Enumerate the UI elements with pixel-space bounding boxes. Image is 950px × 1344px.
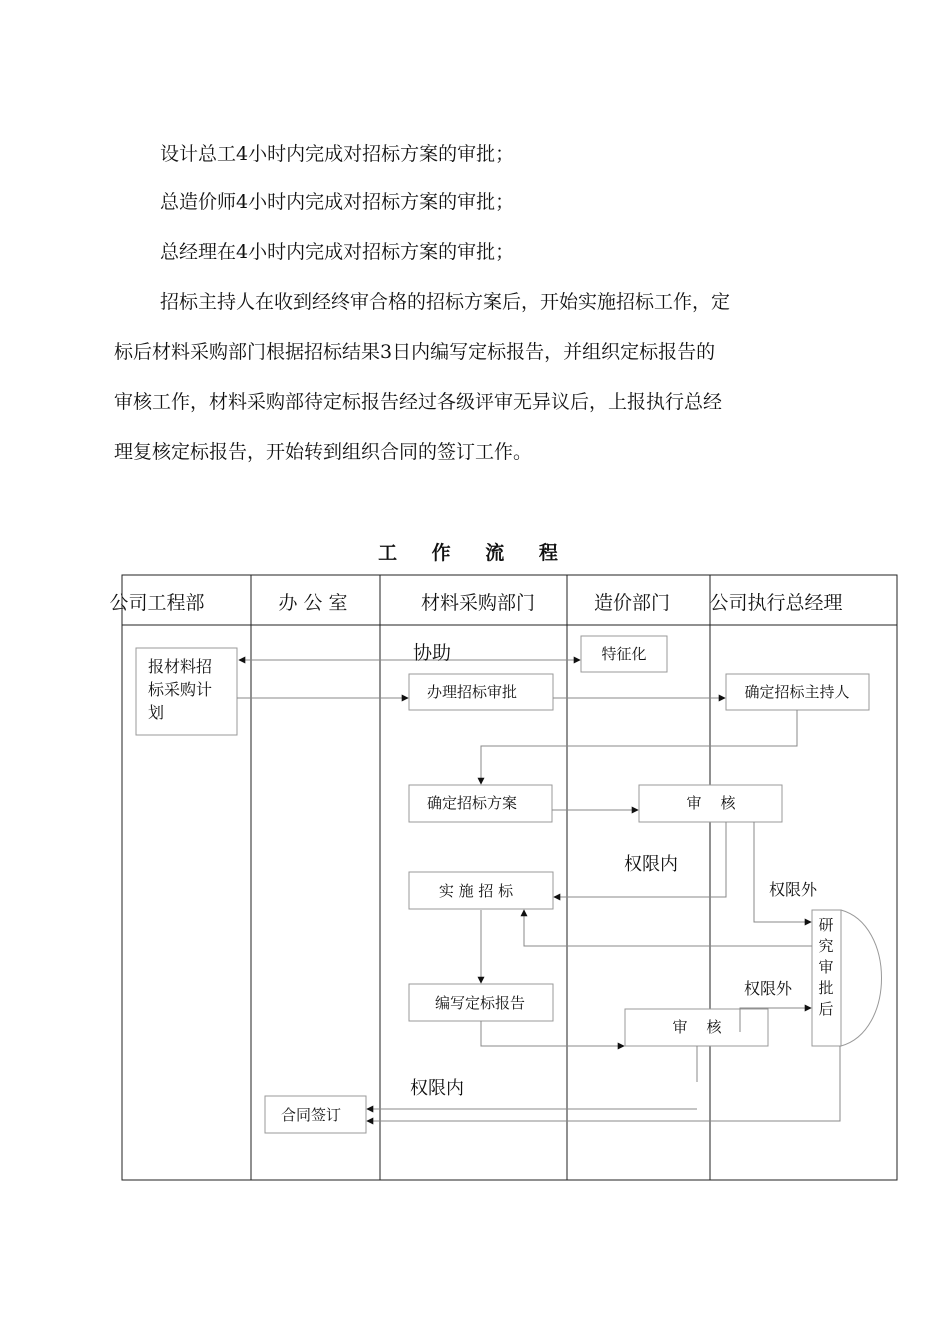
label-outside-1: 权限外 bbox=[769, 880, 818, 899]
box-report-plan-line-1: 报材料招 bbox=[148, 657, 213, 676]
box-study-char-5: 后 bbox=[818, 1000, 834, 1018]
box-confirm-plan-label: 确定招标方案 bbox=[426, 794, 518, 812]
arrow-to-confirm-plan bbox=[481, 710, 797, 784]
paragraph-1: 设计总工4小时内完成对招标方案的审批； bbox=[160, 143, 515, 165]
paragraph-4: 招标主持人在收到经终审合格的招标方案后，开始实施招标工作，定 bbox=[160, 291, 731, 313]
label-outside-2: 权限外 bbox=[744, 979, 793, 998]
box-review-2-label: 审 核 bbox=[672, 1018, 722, 1036]
column-header-office: 办 公 室 bbox=[278, 592, 348, 614]
column-header-engineering: 公司工程部 bbox=[109, 592, 205, 614]
paragraph-5: 标后材料采购部门根据招标结果3日内编写定标报告，并组织定标报告的 bbox=[114, 341, 716, 363]
box-study-char-1: 研 bbox=[818, 916, 834, 934]
arrow-to-review-2 bbox=[481, 1021, 624, 1046]
column-header-cost: 造价部门 bbox=[593, 592, 671, 614]
box-write-report-label: 编写定标报告 bbox=[434, 994, 526, 1012]
column-header-purchasing: 材料采购部门 bbox=[420, 592, 536, 614]
arrow-outside-to-study bbox=[754, 822, 811, 922]
box-report-plan-line-3: 划 bbox=[148, 703, 165, 722]
box-implement-label: 实 施 招 标 bbox=[438, 882, 514, 900]
box-study-char-4: 批 bbox=[818, 979, 834, 997]
column-header-executive: 公司执行总经理 bbox=[709, 592, 843, 614]
box-confirm-host-label: 确定招标主持人 bbox=[744, 683, 850, 701]
box-handle-approval-label: 办理招标审批 bbox=[426, 683, 518, 701]
study-bracket bbox=[841, 910, 882, 1046]
paragraph-3: 总经理在4小时内完成对招标方案的审批； bbox=[160, 241, 515, 263]
paragraph-6: 审核工作，材料采购部待定标报告经过各级评审无异议后，上报执行总经 bbox=[114, 391, 723, 413]
box-contract-label: 合同签订 bbox=[280, 1106, 342, 1124]
box-study-char-2: 究 bbox=[818, 937, 834, 955]
box-report-plan-line-2: 标采购计 bbox=[148, 680, 213, 699]
box-review-1-label: 审 核 bbox=[686, 794, 736, 812]
label-assist: 协助 bbox=[413, 642, 452, 664]
paragraph-7: 理复核定标报告，开始转到组织合同的签订工作。 bbox=[114, 441, 533, 463]
box-characterize-label: 特征化 bbox=[601, 645, 647, 663]
label-within-1: 权限内 bbox=[624, 854, 678, 875]
flow-title: 工 作 流 程 bbox=[378, 542, 572, 564]
label-within-2: 权限内 bbox=[410, 1078, 464, 1099]
box-study-char-3: 审 bbox=[818, 958, 834, 976]
paragraph-2: 总造价师4小时内完成对招标方案的审批； bbox=[160, 191, 515, 213]
